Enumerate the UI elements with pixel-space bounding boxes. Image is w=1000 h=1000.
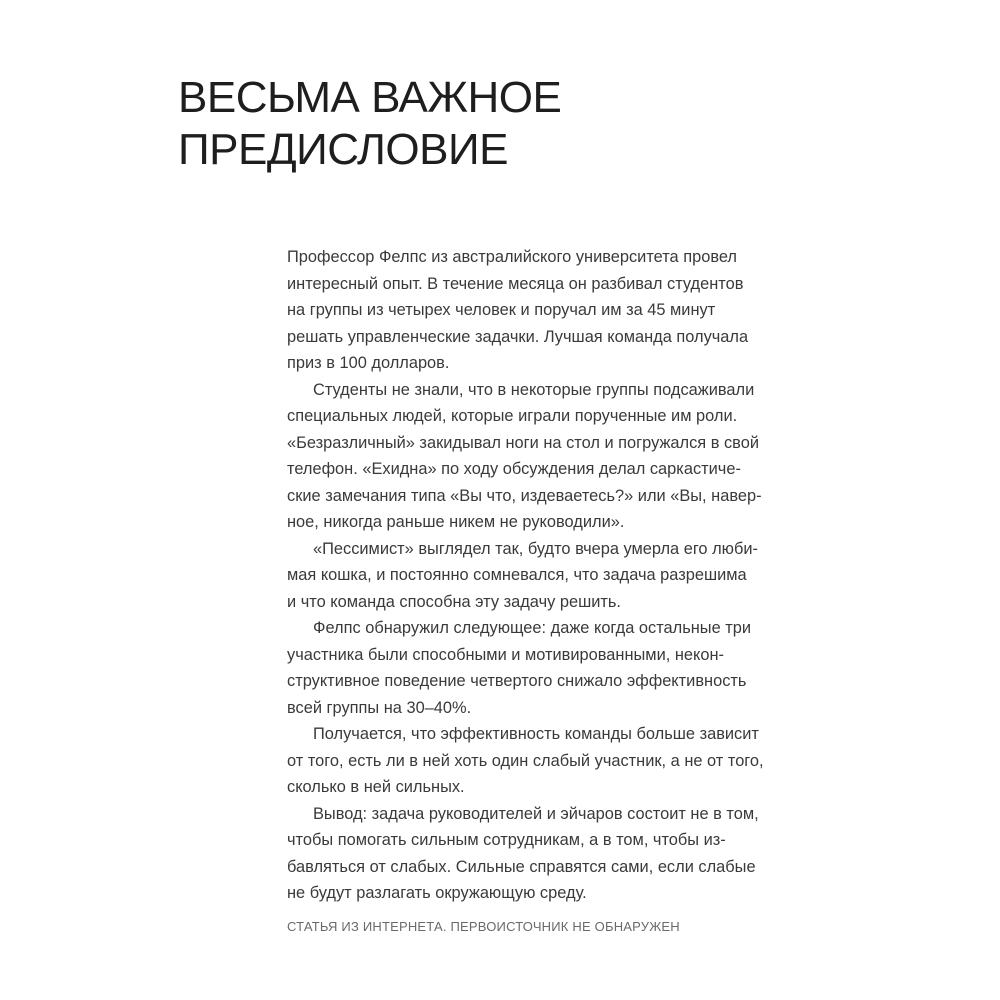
text-line: «Пессимист» выглядел так, будто вчера умерла его люби- <box>313 539 758 558</box>
text-line: «Безразличный» закидывал ноги на стол и погружался в свой <box>287 433 759 452</box>
text-line: специальных людей, которые играли порученные им роли. <box>287 407 738 425</box>
text-line: ские замечания типа «Вы что, издеваетесь?» или «Вы, навер- <box>287 486 762 505</box>
source-note: СТАТЬЯ ИЗ ИНТЕРНЕТА. ПЕРВОИСТОЧНИК НЕ ОБНАРУЖЕН <box>287 919 680 934</box>
paragraph-roles <box>287 377 827 536</box>
paragraph-intro <box>287 244 827 377</box>
text-line: не будут разлагать окружающую среду. <box>287 884 587 902</box>
page-title <box>178 72 561 176</box>
text-line: и что команда способна эту задачу решить. <box>287 592 621 611</box>
text-line: от того, есть ли в ней хоть один слабый участник, а не от того, <box>287 751 764 770</box>
text-line: бавляться от слабых. Сильные справятся сами, если слабые <box>287 857 756 876</box>
text-line: структивное поведение четвертого снижало эффективность <box>287 672 747 690</box>
text-line: на группы из четырех человек и поручал им за 45 минут <box>287 301 716 319</box>
text-line: решать управленческие задачки. Лучшая команда получала <box>287 327 749 346</box>
paragraph-conclusion <box>287 801 827 907</box>
text-line: Получается, что эффективность команды больше зависит <box>313 725 759 743</box>
text-line: всей группы на 30–40%. <box>287 698 472 717</box>
text-line: Вывод: задача руководителей и эйчаров состоит не в том, <box>313 804 759 823</box>
page-title-line: ВЕСЬМА ВАЖНОЕ <box>178 73 562 122</box>
text-line: участника были способными и мотивированными, некон- <box>287 645 724 664</box>
text-line: Профессор Фелпс из австралийского университета провел <box>287 248 737 266</box>
paragraph-result <box>287 721 827 801</box>
text-line: сколько в ней сильных. <box>287 778 465 796</box>
text-line: интересный опыт. В течение месяца он разбивал студентов <box>287 274 744 293</box>
body-text <box>287 244 827 907</box>
paragraph-findings <box>287 615 827 721</box>
text-line: чтобы помогать сильным сотрудникам, а в том, чтобы из- <box>287 831 726 849</box>
text-line: Студенты не знали, что в некоторые группы подсаживали <box>313 380 755 399</box>
text-line: приз в 100 долларов. <box>287 354 450 372</box>
page-title-line: ПРЕДИСЛОВИЕ <box>178 125 508 174</box>
text-line: мая кошка, и постоянно сомневался, что задача разрешима <box>287 566 747 584</box>
paragraph-pessimist <box>287 536 827 616</box>
text-line: телефон. «Ехидна» по ходу обсуждения делал саркастиче- <box>287 460 741 478</box>
text-line: ное, никогда раньше никем не руководили». <box>287 513 625 531</box>
text-line: Фелпс обнаружил следующее: даже когда остальные три <box>313 619 752 637</box>
